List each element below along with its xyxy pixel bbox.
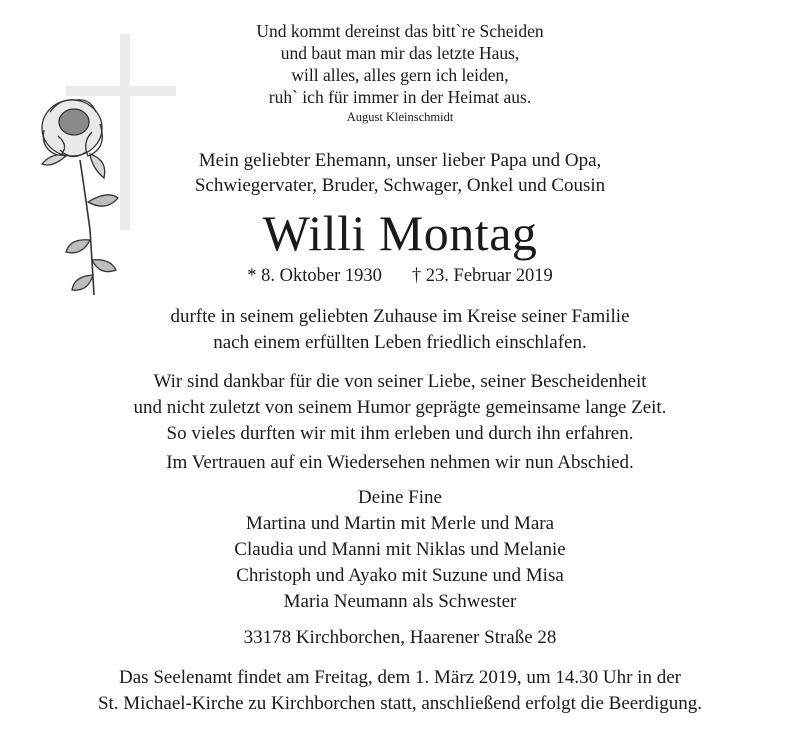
intro-line: Mein geliebter Ehemann, unser lieber Papa und Opa, [198,150,602,171]
funeral-info [0,665,800,717]
thanks-text [0,369,800,476]
family-address: 33178 Kirchborchen, Haarener Straße 28 [243,627,557,648]
passing-line: durfte in seinem geliebten Zuhause im Kreise seiner Familie [170,306,630,327]
family-list [0,485,800,615]
poem-line: will alles, alles gern ich leiden, [291,65,509,85]
poem-line: Und kommt dereinst das bitt`re Scheiden [256,21,544,41]
poem-line: ruh` ich für immer in der Heimat aus. [268,87,532,107]
passing-text [0,304,800,356]
family-member: Claudia und Manni mit Niklas und Melanie [234,539,566,560]
funeral-line: Das Seelenamt findet am Freitag, dem 1. März 2019, um 14.30 Uhr in der [119,667,681,688]
deceased-name: Willi Montag [262,205,538,261]
thanks-line: Wir sind dankbar für die von seiner Liebe, seiner Bescheidenheit [153,371,647,392]
death-date: † 23. Februar 2019 [411,266,553,286]
poem-line: und baut man mir das letzte Haus, [280,43,520,63]
intro-line: Schwiegervater, Bruder, Schwager, Onkel und Cousin [194,175,606,196]
funeral-line: St. Michael-Kirche zu Kirchborchen statt, anschließend erfolgt die Beerdigung. [97,693,703,714]
poem [110,20,690,108]
family-member: Maria Neumann als Schwester [283,591,517,612]
family-member: Deine Fine [358,487,442,508]
life-dates [110,264,690,288]
poem-author: August Kleinschmidt [346,110,454,124]
family-member: Christoph und Ayako mit Suzune und Misa [236,565,564,586]
passing-line: nach einem erfüllten Leben friedlich einschlafen. [213,332,587,353]
family-member: Martina und Martin mit Merle und Mara [245,513,555,534]
relationship-intro [110,148,690,198]
birth-date: * 8. Oktober 1930 [247,266,382,286]
thanks-line: und nicht zuletzt von seinem Humor geprägte gemeinsame lange Zeit. [133,397,667,418]
thanks-line: Im Vertrauen auf ein Wiedersehen nehmen wir nun Abschied. [166,452,634,473]
thanks-line: So vieles durften wir mit ihm erleben und durch ihn erfahren. [166,423,634,444]
